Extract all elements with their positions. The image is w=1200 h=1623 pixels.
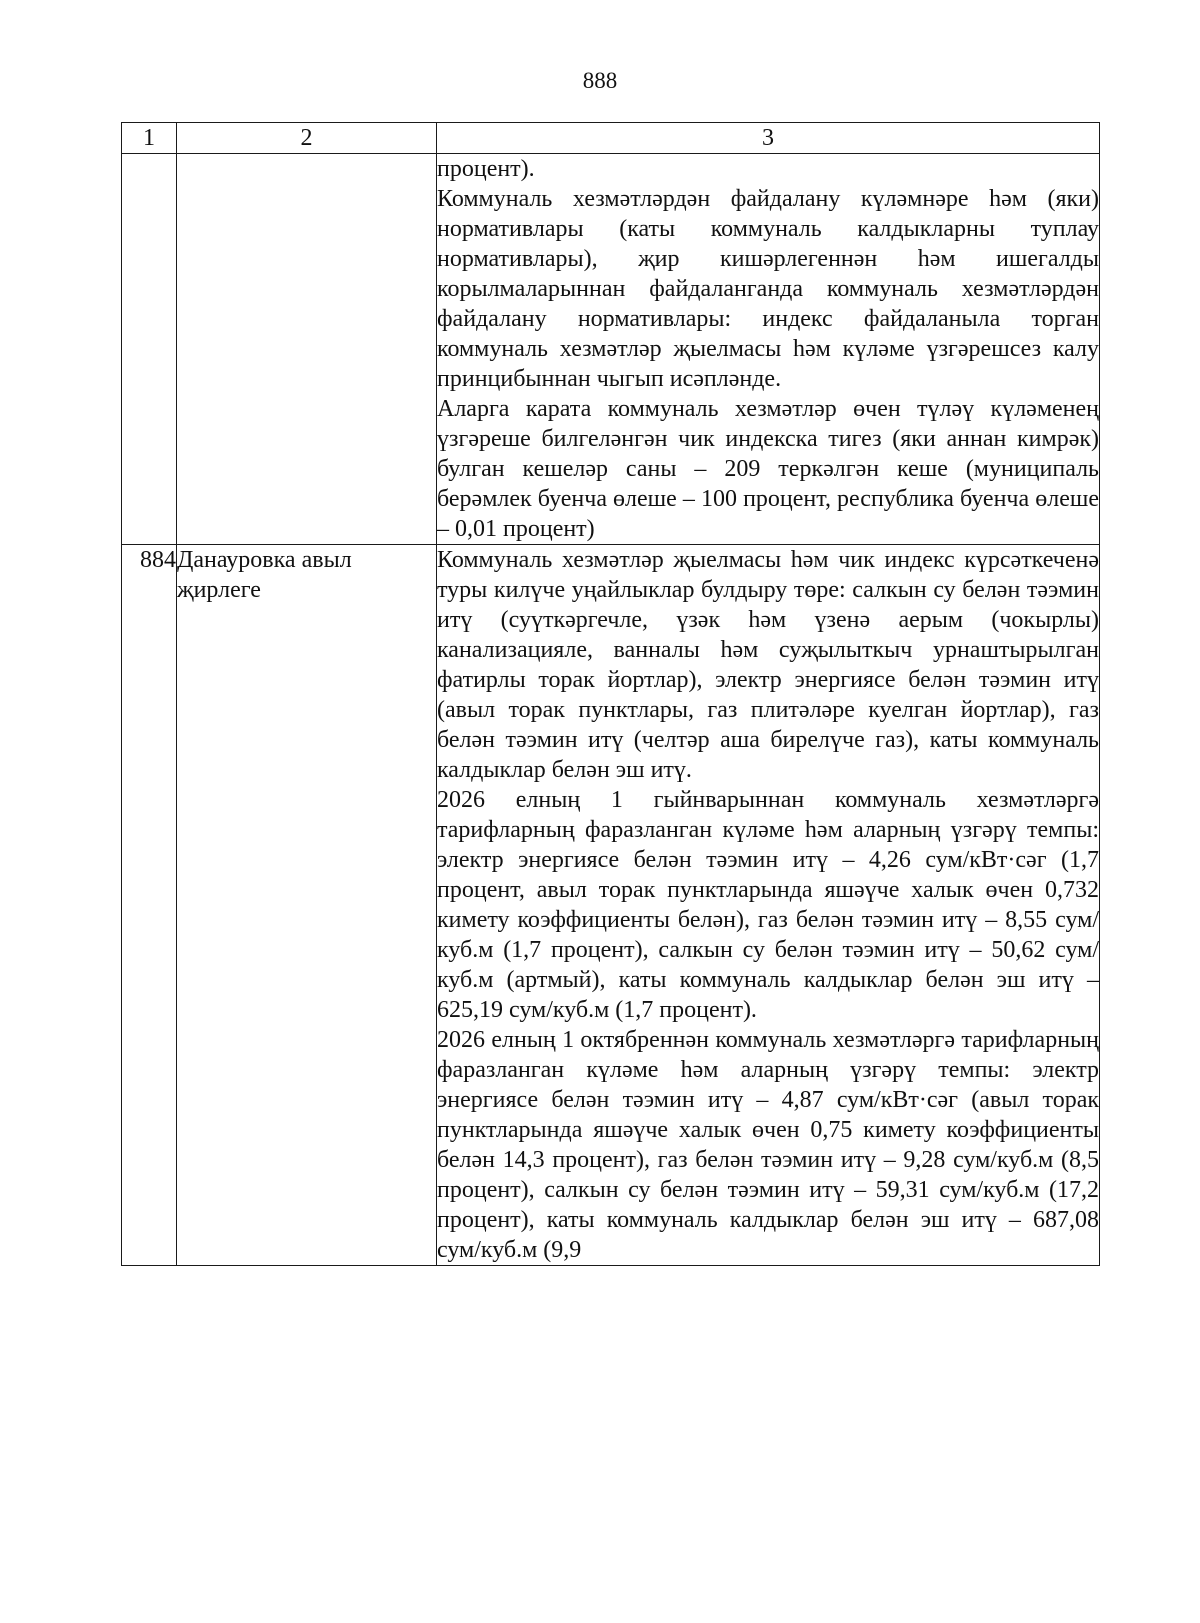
table-header-row — [122, 123, 1100, 154]
page-number: 888 — [582, 68, 618, 93]
paragraph: Аларга карата коммуналь хезмәтләр өчен түләү күләменең үзгәреше билгеләнгән чик индекска тигез (яки аннан кимрәк) булган кешеләр саны – 209 теркәлгән кеше (муниципаль берәмлек буенча өлеше – 100 процент, республика буенча өлеше – 0,01 процент) — [437, 396, 1099, 542]
column-header-1: 1 — [122, 123, 177, 154]
row-description — [437, 545, 1100, 1266]
table-row — [122, 545, 1100, 1266]
paragraph: Коммуналь хезмәтләр җыелмасы һәм чик индекс күрсәткеченә туры килүче уңайлыклар булдыру төре: салкын су белән тәэмин итү (суүткәргечле, үзәк һәм үзенә аерым (чокырлы) канализацияле, ванналы һәм суҗылыткыч урнаштырылган фатирлы торак йортлар), электр энергиясе белән тәэмин итү (авыл торак пунктлары, газ плитәләре куелган йортлар), газ белән тәэмин итү (челтәр аша бирелүче газ), каты коммуналь калдыклар белән эш итү. — [437, 547, 1099, 783]
paragraph: 2026 елның 1 октябреннән коммуналь хезмәтләргә тарифларның фаразланган күләме һәм аларның үзгәрү темпы: электр энергиясе белән тәэмин итү – 4,87 сум/кВт·сәг (авыл торак пунктларында яшәүче халык өчен 0,75 кимету коэффициенты белән 14,3 процент), газ белән тәэмин итү – 9,28 сум/куб.м (8,5 процент), салкын су белән тәэмин итү – 59,31 сум/куб.м (17,2 процент), каты коммуналь калдыклар белән эш итү – 687,08 сум/куб.м (9,9 — [437, 1027, 1099, 1263]
row-number: 884 — [122, 545, 177, 1266]
row-number — [122, 154, 177, 545]
paragraph: процент). — [437, 156, 535, 182]
row-description — [437, 154, 1100, 545]
settlement-name: Данауровка авыл җирлеге — [177, 545, 437, 1266]
tariff-table — [121, 122, 1100, 1266]
paragraph: 2026 елның 1 гыйнварыннан коммуналь хезмәтләргә тарифларның фаразланган күләме һәм аларның үзгәрү темпы: электр энергиясе белән тәэмин итү – 4,26 сум/кВт·сәг (1,7 процент, авыл торак пунктларында яшәүче халык өчен 0,732 кимету коэффициенты белән), газ белән тәэмин итү – 8,55 сум/куб.м (1,7 процент), салкын су белән тәэмин итү – 50,62 сум/куб.м (артмый), каты коммуналь калдыклар белән эш итү – 625,19 сум/куб.м (1,7 процент). — [437, 787, 1099, 1023]
settlement-name — [177, 154, 437, 545]
table-row — [122, 154, 1100, 545]
paragraph: Коммуналь хезмәтләрдән файдалану күләмнәре һәм (яки) нормативлары (каты коммуналь калдыкларны туплау нормативлары), җир кишәрлегеннән һәм ишегалды корылмаларыннан файдаланганда коммуналь хезмәтләрдән файдалану нормативлары: индекс файдаланыла торган коммуналь хезмәтләр җыелмасы һәм күләме үзгәрешсез калу принцибыннан чыгып исәпләнде. — [437, 186, 1099, 392]
column-header-3: 3 — [437, 123, 1100, 154]
column-header-2: 2 — [177, 123, 437, 154]
